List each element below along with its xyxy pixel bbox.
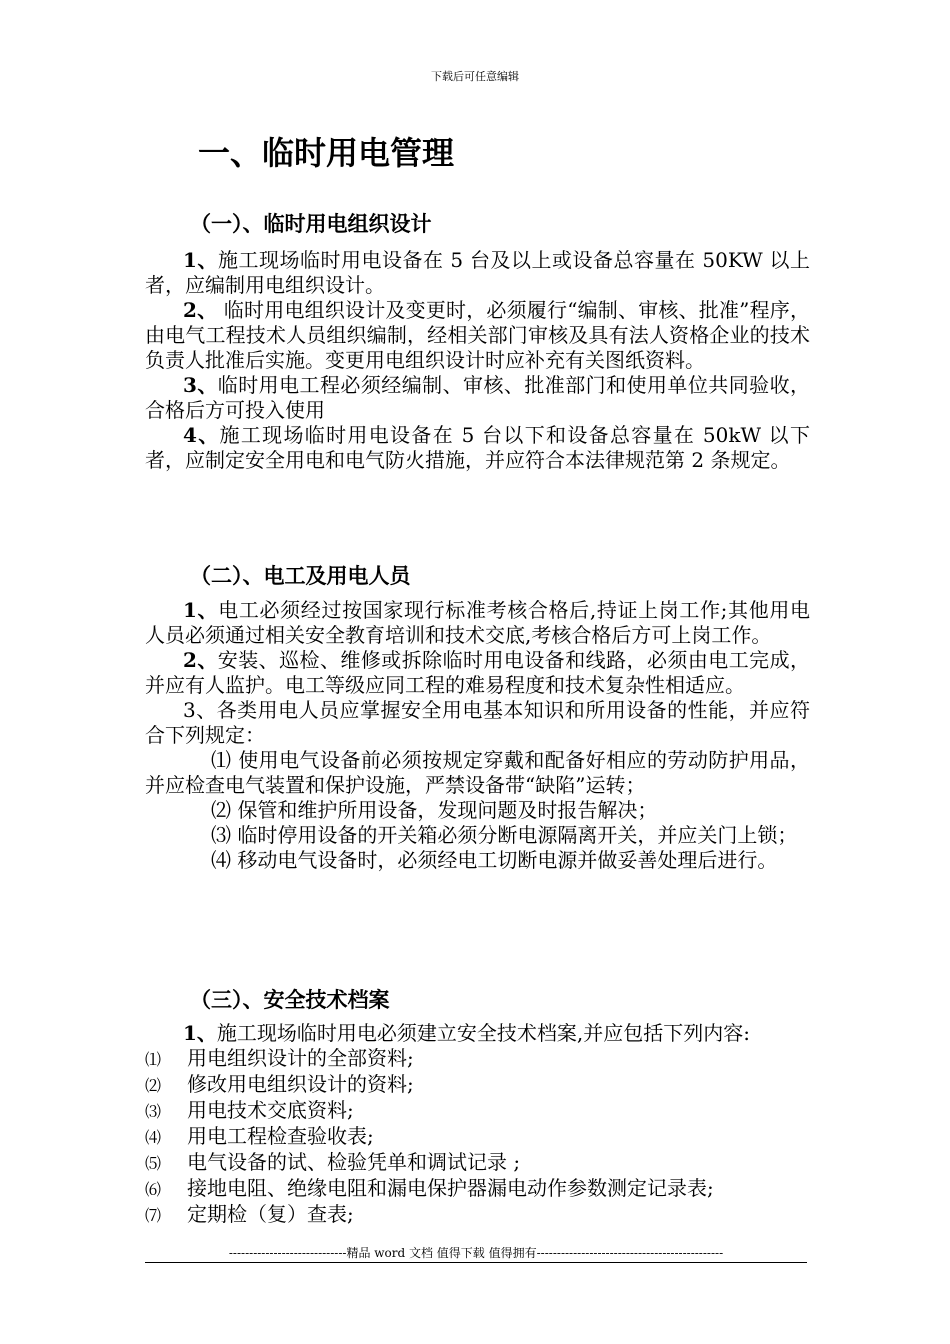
paragraph-text: 施工现场临时用电设备在 5 台及以上或设备总容量在 50KW 以上者，应编制用电组织设计。 bbox=[145, 248, 811, 297]
paragraph-text: 3、各类用电人员应掌握安全用电基本知识和所用设备的性能，并应符合下列规定： bbox=[145, 698, 810, 747]
paragraph-text: 施工现场临时用电必须建立安全技术档案,并应包括下列内容: bbox=[216, 1021, 751, 1045]
paragraph bbox=[145, 648, 810, 698]
list-item-number: ⑹ bbox=[145, 1180, 162, 1199]
paragraph-number: 4、 bbox=[183, 423, 220, 447]
sub-item: ⑴ 使用电气设备前必须按规定穿戴和配备好相应的劳动防护用品，并应检查电气装置和保护设施，严禁设备带“缺陷”运转； bbox=[145, 748, 810, 797]
sub-item: ⑶ 临时停用设备的开关箱必须分断电源隔离开关，并应关门上锁； bbox=[211, 823, 798, 847]
page-footer-note: -----------------------------精品 word 文档 值得下载 值得拥有---------------------------------------------- bbox=[228, 1246, 724, 1260]
list-item-text: 用电工程检查验收表; bbox=[187, 1124, 374, 1148]
paragraph-text: 电工必须经过按国家现行标准考核合格后,持证上岗工作;其他用电人员必须通过相关安全教育培训和技术交底,考核合格后方可上岗工作。 bbox=[145, 598, 810, 647]
paragraph-text: 临时用电组织设计及变更时，必须履行“编制、审核、批准”程序，由电气工程技术人员组织编制，经相关部门审核及具有法人资格企业的技术负责人批准后实施。变更用电组织设计时应补充有关图纸资料。 bbox=[145, 298, 810, 372]
paragraph-number: 1、 bbox=[183, 1021, 217, 1045]
list-item-text: 修改用电组织设计的资料; bbox=[187, 1072, 414, 1096]
sub-item: ⑵ 保管和维护所用设备，发现问题及时报告解决； bbox=[211, 798, 658, 822]
section-body-2 bbox=[145, 598, 810, 873]
page-header-note: 下载后可任意编辑 bbox=[431, 70, 519, 83]
paragraph bbox=[145, 1021, 817, 1046]
list-item bbox=[145, 1176, 817, 1202]
paragraph-number: 2、 bbox=[183, 648, 218, 672]
paragraph bbox=[145, 698, 810, 748]
paragraph bbox=[145, 423, 810, 473]
paragraph-text: 临时用电工程必须经编制、审核、批准部门和使用单位共同验收，合格后方可投入使用 bbox=[145, 373, 811, 422]
list-item bbox=[145, 1098, 817, 1124]
section-heading-3: （三）、安全技术档案 bbox=[190, 988, 390, 1012]
paragraph bbox=[145, 298, 810, 373]
list-item-number: ⑵ bbox=[145, 1076, 162, 1095]
paragraph-text: 安装、巡检、维修或拆除临时用电设备和线路，必须由电工完成，并应有人监护。电工等级应同工程的难易程度和技术复杂性相适应。 bbox=[145, 648, 811, 697]
footer-divider bbox=[145, 1262, 807, 1263]
list-item bbox=[145, 1202, 817, 1228]
list-item-text: 接地电阻、绝缘电阻和漏电保护器漏电动作参数测定记录表; bbox=[187, 1176, 714, 1200]
paragraph-number: 1、 bbox=[183, 598, 219, 622]
list-item-number: ⑺ bbox=[145, 1206, 162, 1225]
paragraph bbox=[145, 598, 810, 648]
list-item-number: ⑷ bbox=[145, 1128, 162, 1147]
document-title: 一、临时用电管理 bbox=[198, 134, 455, 172]
list-item-text: 用电技术交底资料; bbox=[187, 1098, 354, 1122]
sub-item: ⑷ 移动电气设备时，必须经电工切断电源并做妥善处理后进行。 bbox=[211, 848, 778, 872]
section-heading-1: （一）、临时用电组织设计 bbox=[190, 212, 432, 236]
list-item bbox=[145, 1150, 817, 1176]
list-item-text: 用电组织设计的全部资料; bbox=[187, 1046, 414, 1070]
paragraph-number: 1、 bbox=[183, 248, 218, 272]
list-item-number: ⑸ bbox=[145, 1154, 162, 1173]
section-heading-2: （二）、电工及用电人员 bbox=[190, 564, 411, 588]
list-item-number: ⑶ bbox=[145, 1102, 162, 1121]
list-item bbox=[145, 1046, 817, 1072]
paragraph bbox=[145, 248, 810, 298]
paragraph-number: 2、 bbox=[183, 298, 218, 322]
section-body-1 bbox=[145, 248, 810, 473]
paragraph-number: 3、 bbox=[183, 373, 218, 397]
paragraph bbox=[145, 373, 810, 423]
list-item-text: 定期检（复）查表; bbox=[187, 1202, 354, 1226]
list-item bbox=[145, 1072, 817, 1098]
list-item-number: ⑴ bbox=[145, 1050, 162, 1069]
list-item-text: 电气设备的试、检验凭单和调试记录 ; bbox=[187, 1150, 521, 1174]
section-body-3 bbox=[145, 1021, 817, 1228]
list-item bbox=[145, 1124, 817, 1150]
paragraph-text: 施工现场临时用电设备在 5 台以下和设备总容量在 50kW 以下者，应制定安全用电和电气防火措施，并应符合本法律规范第 2 条规定。 bbox=[145, 423, 810, 472]
